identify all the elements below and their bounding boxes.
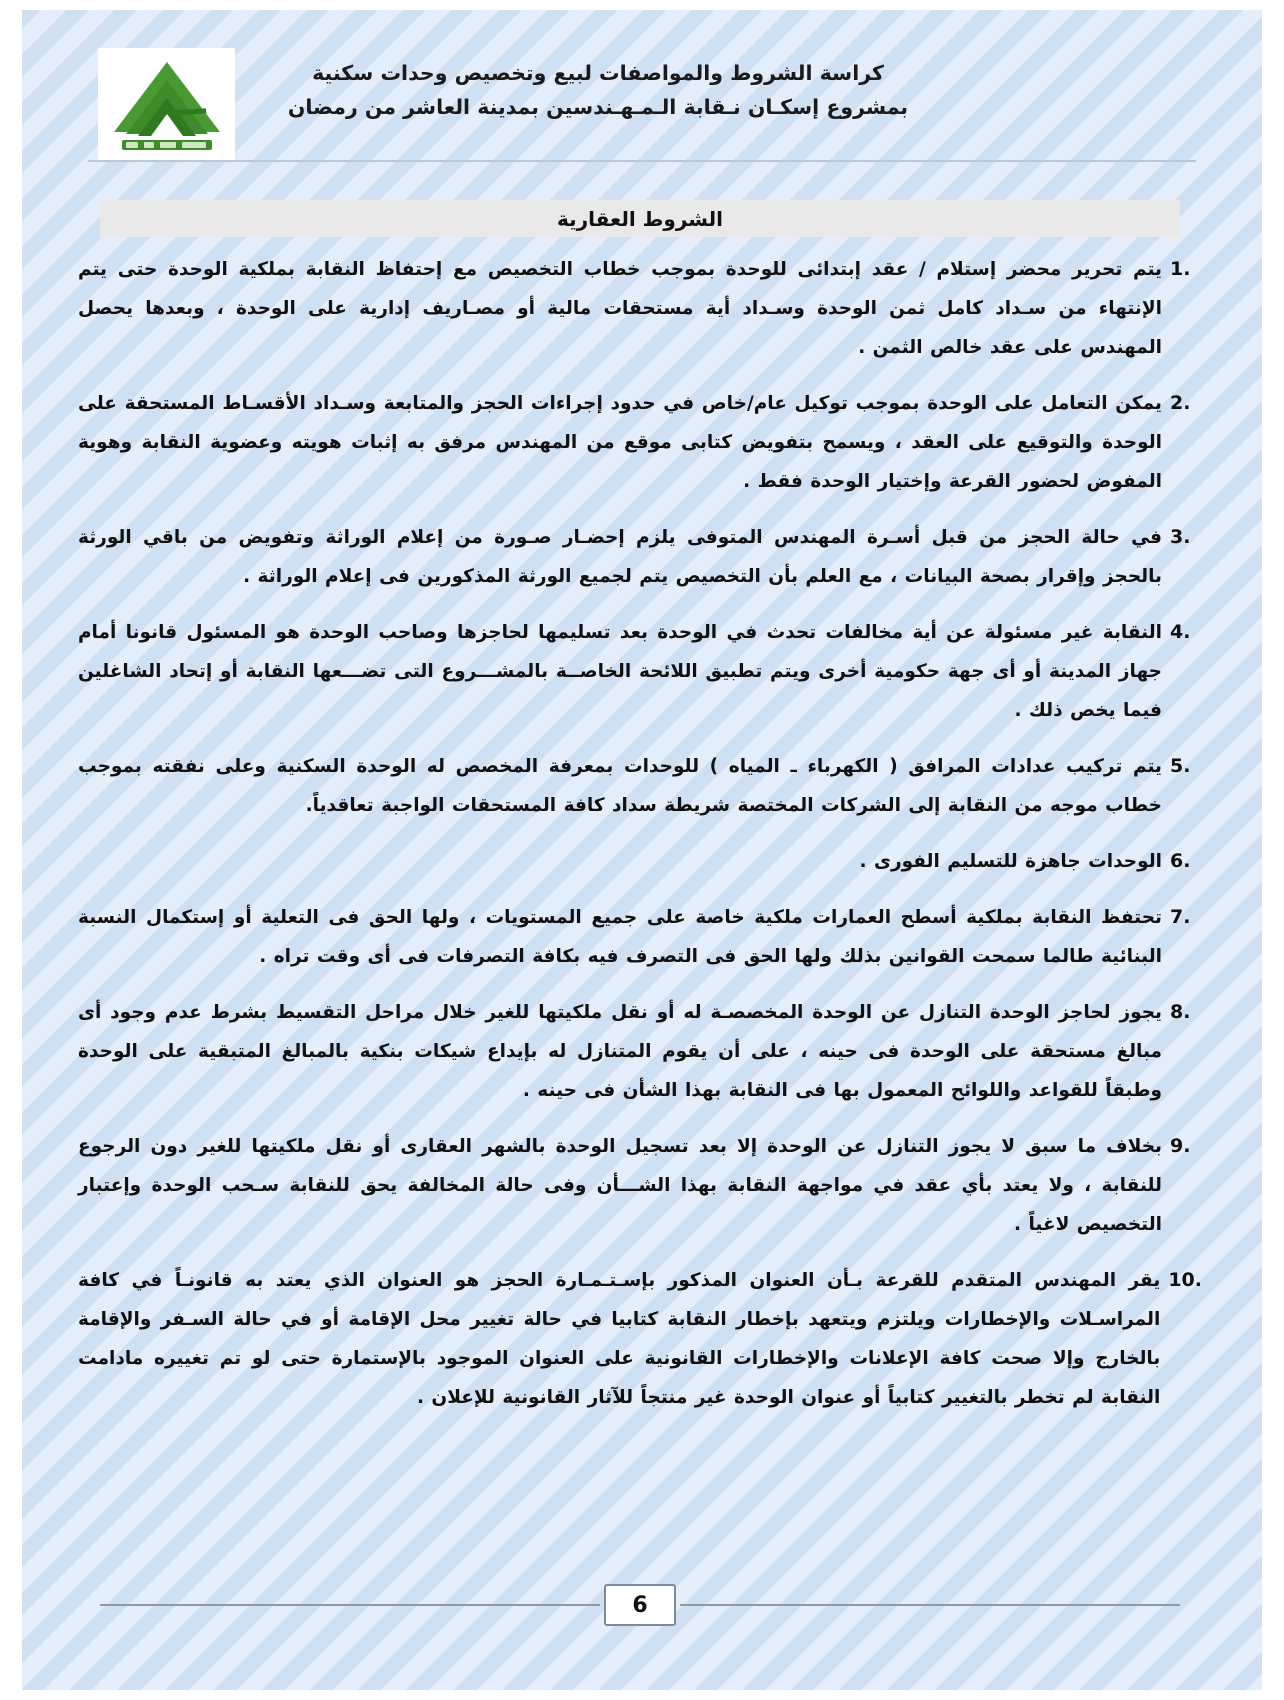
- header-title-line-2: بمشروع إسكـان نـقابة الـمـهـندسين بمدينة العاشر من رمضان: [287, 95, 909, 119]
- term-text: بخلاف ما سبق لا يجوز التنازل عن الوحدة إلا بعد تسجيل الوحدة بالشهر العقارى أو نقل ملكيتها للغير دون الرجوع للنقابة ، ولا يعتد بأي عقد في مواجهة النقابة بهذا الشـــأن وفى حالة المخالفة يحق للنقابة سـحب الوحدة وإعتبار التخصيص لاغياً .: [78, 1136, 1162, 1235]
- term-text: الوحدات جاهزة للتسليم الفورى .: [859, 851, 1162, 872]
- term-number: 2.: [1170, 392, 1191, 414]
- term-number: 8.: [1170, 1001, 1191, 1023]
- page-margin-top: [0, 0, 1284, 10]
- term-text: يتم تحرير محضر إستلام / عقد إبتدائى للوحدة بموجب خطاب التخصيص مع إحتفاظ النقابة بملكية الوحدة حتى يتم الإنتهاء من سـداد كامل ثمن الوحدة وسـداد أية مستحقات مالية أو مصـاريف إدارية على الوحدة ، وبعدها يحصل المهندس على عقد خالص الثمن .: [78, 259, 1162, 358]
- footer-rule-left: [100, 1604, 600, 1606]
- section-title: الشروط العقارية: [556, 206, 724, 231]
- list-item: [78, 250, 1202, 367]
- list-item: [78, 993, 1202, 1110]
- footer-rule-right: [680, 1604, 1180, 1606]
- header-title-block: [0, 56, 1196, 124]
- page-margin-right: [1262, 0, 1284, 1700]
- list-item: [78, 898, 1202, 976]
- list-item: [78, 747, 1202, 825]
- term-text: النقابة غير مسئولة عن أية مخالفات تحدث في الوحدة بعد تسليمها لحاجزها وصاحب الوحدة هو المسئول قانونا أمام جهاز المدينة أو أى جهة حكومية أخرى ويتم تطبيق اللائحة الخاصــة بالمشـــروع التى تضـــعها النقابة أو إتحاد الشاغلين فيما يخص ذلك .: [78, 622, 1162, 721]
- list-item: [78, 1127, 1202, 1244]
- page-margin-left: [0, 0, 22, 1700]
- term-text: في حالة الحجز من قبل أسـرة المهندس المتوفى يلزم إحضـار صـورة من إعلام الوراثة وتفويض من باقي الورثة بالحجز وإقرار بصحة البيانات ، مع العلم بأن التخصيص يتم لجميع الورثة المذكورين فى إعلام الوراثة .: [78, 527, 1162, 587]
- term-number: 5.: [1170, 755, 1191, 777]
- page-number: 6: [604, 1584, 676, 1626]
- terms-list: [78, 250, 1202, 1417]
- term-number: 4.: [1170, 621, 1191, 643]
- term-number: 7.: [1170, 906, 1191, 928]
- terms-content: [78, 250, 1202, 1434]
- section-title-band: [100, 200, 1180, 237]
- term-text: يجوز لحاجز الوحدة التنازل عن الوحدة المخصصـة له أو نقل ملكيتها للغير خلال مراحل التقسيط بشرط عدم وجود أى مبالغ مستحقة على الوحدة فى حينه ، على أن يقوم المتنازل له بإيداع شيكات بنكية بالمبالغ المتبقية على الوحدة وطبقاً للقواعد واللوائح المعمول بها فى النقابة بهذا الشأن فى حينه .: [78, 1002, 1162, 1101]
- list-item: [78, 842, 1202, 881]
- list-item: [78, 518, 1202, 596]
- term-text: يقر المهندس المتقدم للقرعة بـأن العنوان المذكور بإسـتـمـارة الحجز هو العنوان الذي يعتد به قانونـاً في كافة المراسـلات والإخطارات ويلتزم ويتعهد بإخطار النقابة كتابيا في حالة تغيير محل الإقامة أو في حالة السـفر والإقامة بالخارج وإلا صحت كافة الإعلانات والإخطارات القانونية على العنوان الموجود بالإستمارة حتى لو تم تغييره مادامت النقابة لم تخطر بالتغيير كتابياً أو عنوان الوحدة غير منتجاً للآثار القانونية للإعلان .: [78, 1270, 1161, 1408]
- list-item: [78, 384, 1202, 501]
- term-text: يتم تركيب عدادات المرافق ( الكهرباء ـ المياه ) للوحدات بمعرفة المخصص له الوحدة السكنية وعلى نفقته بموجب خطاب موجه من النقابة إلى الشركات المختصة شريطة سداد كافة المستحقات الواجبة تعاقدياً.: [78, 756, 1162, 816]
- list-item: [78, 613, 1202, 730]
- term-number: 10.: [1168, 1269, 1202, 1291]
- page-margin-bottom: [0, 1690, 1284, 1700]
- term-text: يمكن التعامل على الوحدة بموجب توكيل عام/خاص في حدود إجراءات الحجز والمتابعة وسـداد الأقسـاط المستحقة على الوحدة والتوقيع على العقد ، ويسمح بتفويض كتابى موقع من المهندس مرفق به إثبات هويته وعضوية النقابة وهوية المفوض لحضور القرعة وإختيار الوحدة فقط .: [78, 393, 1162, 492]
- header-divider: [88, 160, 1196, 162]
- list-item: [78, 1261, 1202, 1417]
- term-text: تحتفظ النقابة بملكية أسطح العمارات ملكية خاصة على جميع المستويات ، ولها الحق فى التعلية أو إستكمال النسبة البنائية طالما سمحت القوانين بذلك ولها الحق فى التصرف فيه بكافة التصرفات فى أى وقت تراه .: [78, 907, 1162, 967]
- header-title-line-1: كراسة الشروط والمواصفات لبيع وتخصيص وحدات سكنية: [312, 61, 884, 85]
- term-number: 3.: [1170, 526, 1191, 548]
- term-number: 9.: [1170, 1135, 1191, 1157]
- document-footer: [100, 1582, 1180, 1628]
- document-header: [0, 38, 1284, 156]
- term-number: 1.: [1170, 258, 1191, 280]
- term-number: 6.: [1170, 850, 1191, 872]
